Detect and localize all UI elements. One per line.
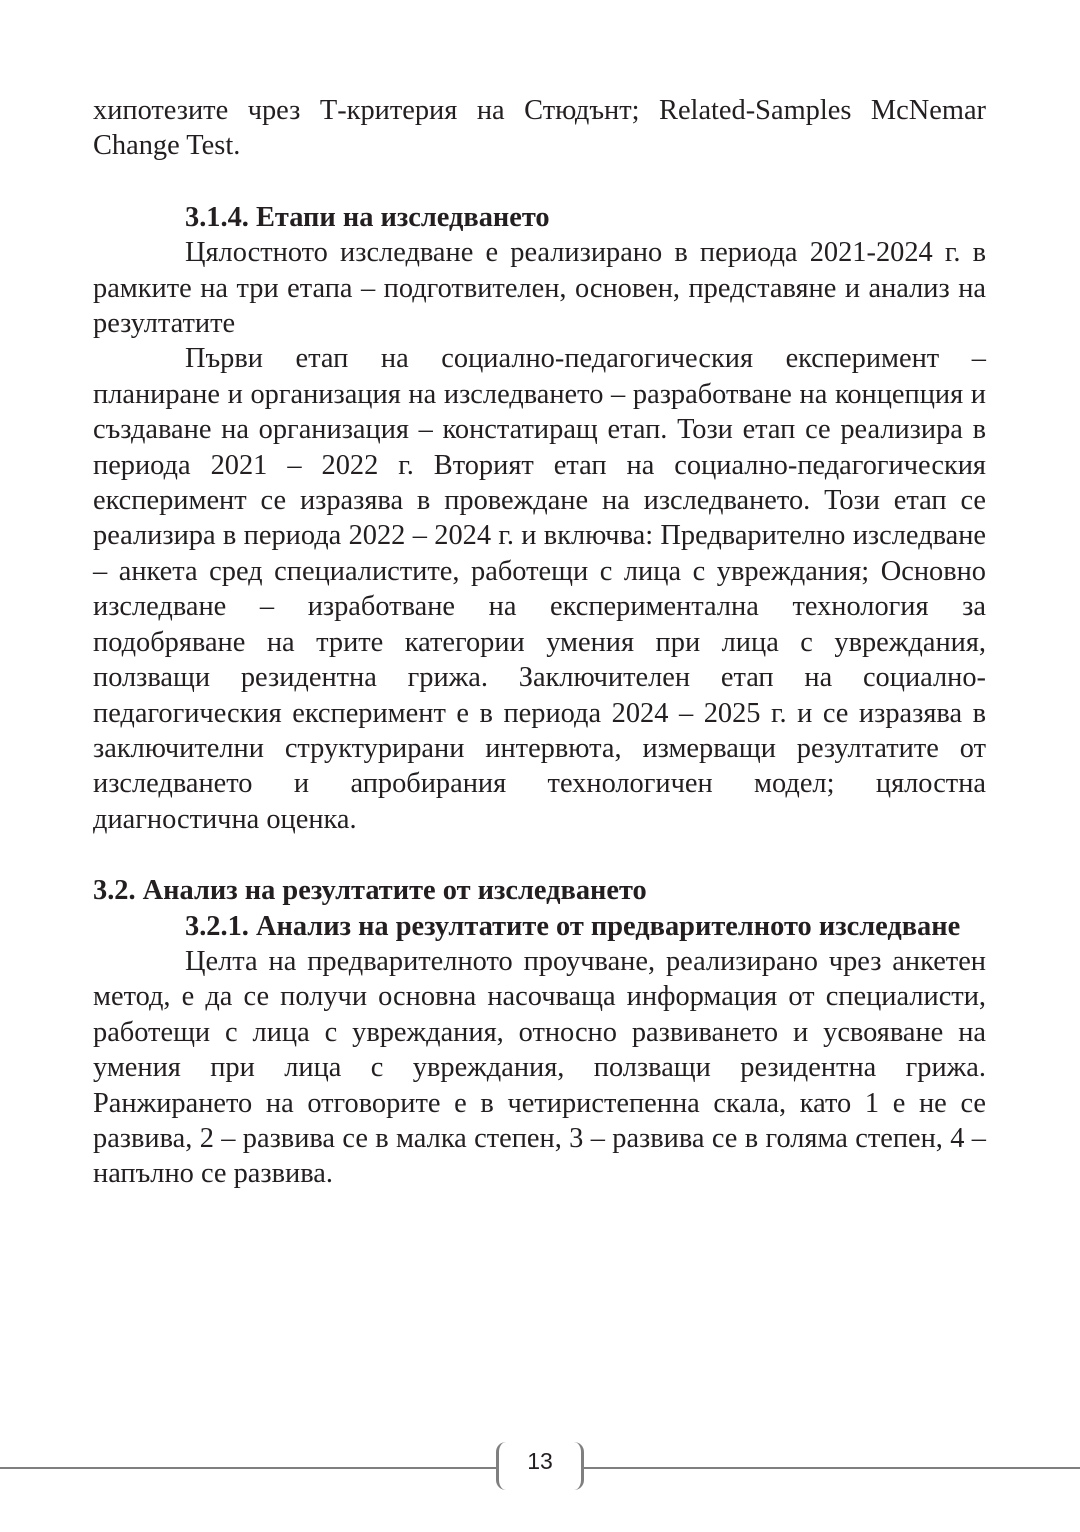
page-body [93, 93, 986, 1192]
section-3-2-1-heading: 3.2.1. Анализ на резултатите от предварителното изследване [185, 910, 961, 942]
page-number: 13 [527, 1448, 553, 1474]
section-3-1-4-heading: 3.1.4. Етапи на изследването [185, 201, 550, 233]
spacer [93, 164, 986, 200]
right-brace-ornament [571, 1442, 584, 1490]
left-brace-ornament [496, 1442, 509, 1490]
section-3-2-heading: 3.2. Анализ на резултатите от изследването [93, 875, 647, 907]
page-footer [0, 1440, 1080, 1496]
spacer [93, 837, 986, 873]
section-3-1-4-paragraph-1: Цялостното изследване е реализирано в периода 2021-2024 г. в рамките на три етапа – подготвителен, основен, представяне и анализ на резултатите [93, 237, 986, 340]
section-3-1-4-paragraph-2: Първи етап на социално-педагогическия експеримент – планиране и организация на изследването – разработване на концепция и създаване на организация – констатиращ етап. Този етап се реализира в периода 2021 – 2022 г. Вторият етап на социално-педагогическия експеримент се изразява в провеждане на изследването. Този етап се реализира в периода 2022 – 2024 г. и включва: Предварително изследване – анкета сред специалистите, работещи с лица с увреждания; Основно изследване – изработване на експериментална технология за подобряване на трите категории умения при лица с увреждания, ползващи резидентна грижа. Заключителен етап на социално-педагогическия експеримент е в периода 2024 – 2025 г. и се изразява в заключителни структурирани интервюта, измерващи резултатите от изследването и апробирания технологичен модел; цялостна диагностична оценка. [93, 343, 986, 835]
footer-rule-left [0, 1467, 498, 1469]
intro-continuation-paragraph: хипотезите чрез Т-критерия на Стюдънт; Related-Samples McNemar Change Test. [93, 95, 986, 162]
footer-rule-right [582, 1467, 1080, 1469]
section-3-2-1-paragraph-1: Целта на предварителното проучване, реализирано чрез анкетен метод, е да се получи основна насочваща информация от специалисти, работещи с лица с увреждания, относно развиването и усвояване на умения при лица с увреждания, ползващи резидентна грижа. Ранжирането на отговорите е в четиристепенна скала, като 1 е не се развива, 2 – развива се в малка степен, 3 – развива се в голяма степен, 4 – напълно се развива. [93, 945, 986, 1190]
